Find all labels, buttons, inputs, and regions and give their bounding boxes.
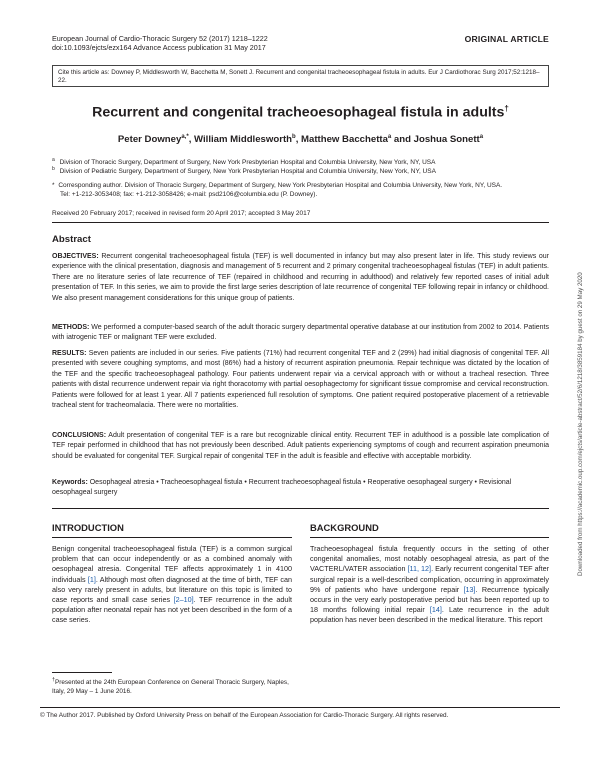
intro-text: . Although most often diagnosed at the time of birth, TEF can also very rarely present in adults, but literature on this topic is limited to case reports and small case series	[52, 574, 292, 605]
journal-line: European Journal of Cardio-Thoracic Surgery 52 (2017) 1218–1222	[52, 34, 268, 43]
article-title	[52, 104, 549, 121]
footnote-rule	[52, 672, 112, 673]
citation-text: Cite this article as: Downey P, Middlesworth W, Bacchetta M, Sonett J. Recurrent and congenital tracheoesophageal fistula in adults. Eur J Cardiothorac Surg 2017;52:1218–22.	[58, 69, 540, 85]
doi-line: doi:10.1093/ejcts/ezx164 Advance Access publication 31 May 2017	[52, 43, 266, 52]
author-affiliation-mark: a,*	[181, 134, 189, 140]
abstract-heading: Abstract	[52, 234, 91, 245]
abstract-conclusions	[52, 431, 549, 462]
correspondence	[52, 182, 549, 199]
divider	[52, 222, 549, 223]
citation-box	[52, 65, 549, 87]
section-rule	[52, 537, 292, 538]
title-footnote-mark: †	[504, 104, 509, 113]
background-heading: BACKGROUND	[310, 522, 379, 533]
keywords-label: Keywords:	[52, 479, 88, 486]
author-name: Peter Downey	[117, 134, 182, 146]
section-rule	[310, 537, 549, 538]
author-affiliation-mark: a	[479, 134, 484, 140]
footnote	[52, 676, 292, 697]
author-affiliation-mark: a	[387, 134, 392, 140]
background-text: . Recurrence typically occurs in the very early postoperative period but has been reported up to 18 months following initial repair	[310, 584, 549, 615]
reference-link[interactable]: [13]	[463, 584, 476, 594]
affiliation-text: Division of Pediatric Surgery, Department of Surgery, New York Presbyterian Hospital and Columbia University, New York, NY, USA	[59, 168, 436, 176]
copyright-line: © The Author 2017. Published by Oxford University Press on behalf of the European Association for Cardio-Thoracic Surgery. All rights reserved.	[40, 712, 449, 719]
affiliation-text: Division of Thoracic Surgery, Department of Surgery, New York Presbyterian Hospital and Columbia University, New York, NY, USA	[59, 159, 436, 167]
background-text: Tracheoesophageal fistula frequently occurs in the setting of other congenital anomalies, most notably oesophageal atresia, as part of the VACTERL/VATER association	[310, 544, 549, 574]
methods-text: We performed a computer-based search of the adult thoracic surgery departmental operative database at our institution from 2002 to 2014. Patients with iatrogenic TEF or malignant TEF were excluded.	[52, 324, 549, 342]
background-body	[310, 544, 549, 626]
objectives-text: Recurrent congenital tracheoesophageal fistula (TEF) is well documented in infancy but may also present later in life. This study reviews our experience with the clinical presentation, diagnosis and management of 5 recurrent and 2 primary congenital tracheoesophageal fistulas (TEF) in adult patients. There are no literature series of late recurrence of TEF (repaired in childhood and recurring in adulthood) and relatively few reported cases of initial adult presentation of TEF. In this series, we aim to provide the first large series description of late recurrence of congenital TEF following repair in infancy or childhood. We also present management considerations for this unique group of patients.	[52, 253, 549, 302]
received-dates: Received 20 February 2017; received in revised form 20 April 2017; accepted 3 May 2017	[52, 210, 311, 217]
reference-link[interactable]: [1]	[87, 574, 96, 584]
introduction-body	[52, 544, 292, 626]
intro-text: . TEF recurrence in the adult population after neonatal repair has not yet been described in the form of a case series.	[52, 595, 293, 625]
background-text: . Late recurrence in the adult population has never been described in the medical literature. This report	[310, 605, 549, 625]
background-text: . Early recurrent congenital TEF after surgical repair is a well-described complication, occurring in approximately 9% of patients who have undergone repair	[310, 564, 549, 594]
reference-link[interactable]: [14]	[429, 605, 442, 615]
title-text: Recurrent and congenital tracheoesophageal fistula in adults	[92, 104, 505, 121]
results-text: Seven patients are included in our series. Five patients (71%) had recurrent congenital TEF and 2 (29%) had initial diagnosis of congenital TEF. All presented with severe coughing symptoms, and most (86%) had a history of recurrent aspiration pneumonia. Repair technique was dictated by the location of the TEF and the specific tracheoesophageal pathology. Four patients underwent repair via a cervical approach with or without a tracheal resection. Three patients with distal recurrence underwent repair via right thoracotomy with partial oesophagectomy for significant tissue compromise and cervical reconstruction. Patients were followed for at least 1 year. All 7 patients experienced full resolution of symptoms. One patient required postoperative placement of a retrievable tracheal stent for tracheomalacia. There were no mortalities.	[52, 350, 549, 410]
keywords	[52, 478, 549, 499]
author-name: and Joshua Sonett	[391, 134, 480, 146]
author-name: , William Middlesworth	[188, 134, 293, 146]
divider	[52, 508, 549, 509]
correspondence-line-2: Tel: +1-212-3053408; fax: +1-212-3058426; e-mail: psd2106@columbia.edu (P. Downey).	[60, 190, 318, 198]
affiliation-b	[52, 165, 436, 177]
author-name: , Matthew Bacchetta	[295, 134, 388, 146]
affiliation-label: b	[52, 166, 55, 172]
results-label: RESULTS:	[52, 350, 87, 357]
footnote-mark: †	[52, 677, 55, 683]
abstract-results	[52, 349, 549, 411]
correspondence-mark: *	[52, 182, 55, 189]
reference-link[interactable]: [11, 12]	[407, 564, 432, 574]
keywords-text: Oesophageal atresia • Tracheoesophageal fistula • Recurrent tracheoesophageal fistula • Reoperative oesophageal surgery • Revisional oesophageal surgery	[52, 479, 512, 497]
intro-text: Benign congenital tracheoesophageal fistula (TEF) is a common surgical problem that can occur independently or as a combined anomaly with oesophageal atresia. Congenital TEF affects approximately 1 in 4100 individuals	[52, 544, 292, 584]
article-type-label: ORIGINAL ARTICLE	[464, 34, 549, 44]
methods-label: METHODS:	[52, 324, 90, 331]
abstract-methods	[52, 323, 549, 344]
author-affiliation-mark: b	[292, 134, 296, 140]
footnote-text: Presented at the 24th European Conference on General Thoracic Surgery, Naples, Italy, 29 May – 1 June 2016.	[52, 679, 289, 695]
affiliation-label: a	[52, 157, 55, 163]
conclusions-label: CONCLUSIONS:	[52, 432, 107, 439]
download-note	[578, 196, 584, 576]
download-note-text: Downloaded from https://academic.oup.com/ejcts/article-abstract/52/6/1218/3859184 by guest on 29 May 2020	[577, 272, 584, 576]
author-list	[52, 134, 549, 145]
abstract-objectives	[52, 252, 549, 304]
reference-link[interactable]: [2–10]	[173, 595, 194, 605]
correspondence-line-1: Corresponding author. Division of Thoracic Surgery, Department of Surgery, New York Presbyterian Hospital and Columbia University, New York, NY, USA.	[58, 182, 503, 189]
introduction-heading: INTRODUCTION	[52, 522, 124, 533]
footer-rule	[40, 707, 560, 708]
objectives-label: OBJECTIVES:	[52, 253, 99, 260]
conclusions-text: Adult presentation of congenital TEF is a rare but recognizable clinical entity. Recurrent TEF in adulthood is a possible late complication of TEF repair performed in childhood that has not previously been described. Adult patients experiencing symptoms of cough and recurrent aspiration pneumonia should be evaluated for congenital TEF. Surgical repair of congenital TEF in the adult is feasible and effective with acceptable morbidity.	[52, 432, 549, 460]
